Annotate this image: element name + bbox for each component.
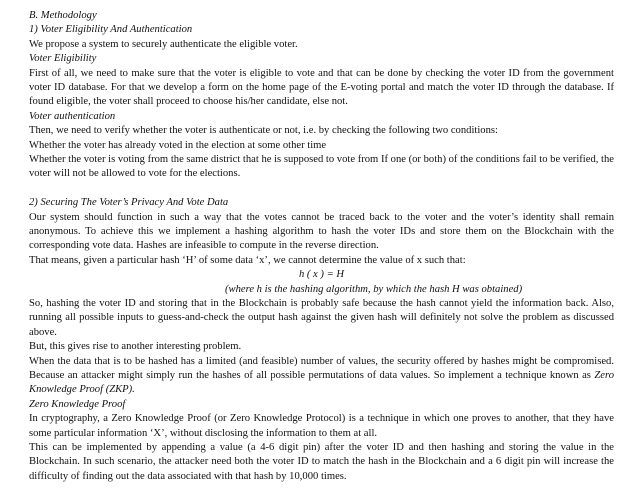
zkp-term: Zero Knowledge Proof (ZKP). <box>29 369 614 396</box>
zkp-paragraph-1: In cryptography, a Zero Knowledge Proof (or Zero Knowledge Protocol) is a technique in which one proves to another, that they have some particular information ‘X’, without disclosing the information to them at all. <box>29 413 614 439</box>
authentication-title: Voter authentication <box>29 110 116 122</box>
subsection-heading-privacy: 2) Securing The Voter’s Privacy And Vote Data <box>29 197 229 209</box>
privacy-paragraph-2: That means, given a particular hash ‘H’ of some data ‘x’, we cannot determine the value of x such that: <box>29 254 466 266</box>
section-heading-methodology: B. Methodology <box>29 10 97 21</box>
authentication-paragraph: Whether the voter is voting from the same district that he is supposed to vote from If one (or both) of the conditions fail to be verified, the voter will not be allowed to vote for the elections. <box>29 153 614 180</box>
zkp-title: Zero Knowledge Proof <box>29 398 126 410</box>
eligibility-paragraph: First of all, we need to make sure that the voter is eligible to vote and that can be done by checking the voter ID from the government voter ID database. For that we develop a form on the home page of the E-voting portal and match the voter ID through the database. If found eligible, the voter shall proceed to choose his/her candidate, else not. <box>29 67 614 108</box>
section-spacer <box>29 182 614 196</box>
privacy-paragraph-3: So, hashing the voter ID and storing that in the Blockchain is probably safe because the hash cannot yield the information back. Also, running all possible inputs to guess-and-check the output hash against the given hash will definitely not solve the problem as discussed above. <box>29 297 614 338</box>
authentication-line-2: Whether the voter has already voted in the election at some other time <box>29 139 327 151</box>
privacy-paragraph-1: Our system should function in such a way that the votes cannot be traced back to the voter and the voter’s identity shall remain anonymous. To achieve this we implement a hashing algorithm to hash the voter IDs and store them on the Blockchain with the corresponding vote data. Hashes are infeasible to compute in the reverse direction. <box>29 211 614 252</box>
privacy-paragraph-5-text: When the data that is to be hashed has a limited (and feasible) number of values, the security offered by hashes might be compromised. Because an attacker might simply run the hashes of all possible permutations of data values. So implement a technique known as <box>29 355 614 381</box>
subsection-heading-eligibility: 1) Voter Eligibility And Authentication <box>29 24 193 36</box>
privacy-paragraph-4: But, this gives rise to another interesting problem. <box>29 341 242 353</box>
hash-formula: h ( x ) = H <box>298 269 345 281</box>
eligibility-title: Voter Eligibility <box>29 53 97 65</box>
authentication-line-1: Then, we need to verify whether the voter is authenticate or not, i.e. by checking the following two conditions: <box>29 125 498 137</box>
document-page <box>29 9 614 484</box>
privacy-paragraph-5 <box>29 355 614 398</box>
hash-formula-note: (where h is the hashing algorithm, by which the hash H was obtained) <box>225 283 523 295</box>
intro-text: We propose a system to securely authenticate the eligible voter. <box>29 38 298 50</box>
zkp-paragraph-2: This can be implemented by appending a value (a 4-6 digit pin) after the voter ID and then hashing and storing the value in the Blockchain. In such scenario, the attacker need both the voter ID to match the hash in the Blockchain and a 6 digit pin will increase the difficulty of finding out the data associated with that hash by 10,000 times. <box>29 441 614 482</box>
